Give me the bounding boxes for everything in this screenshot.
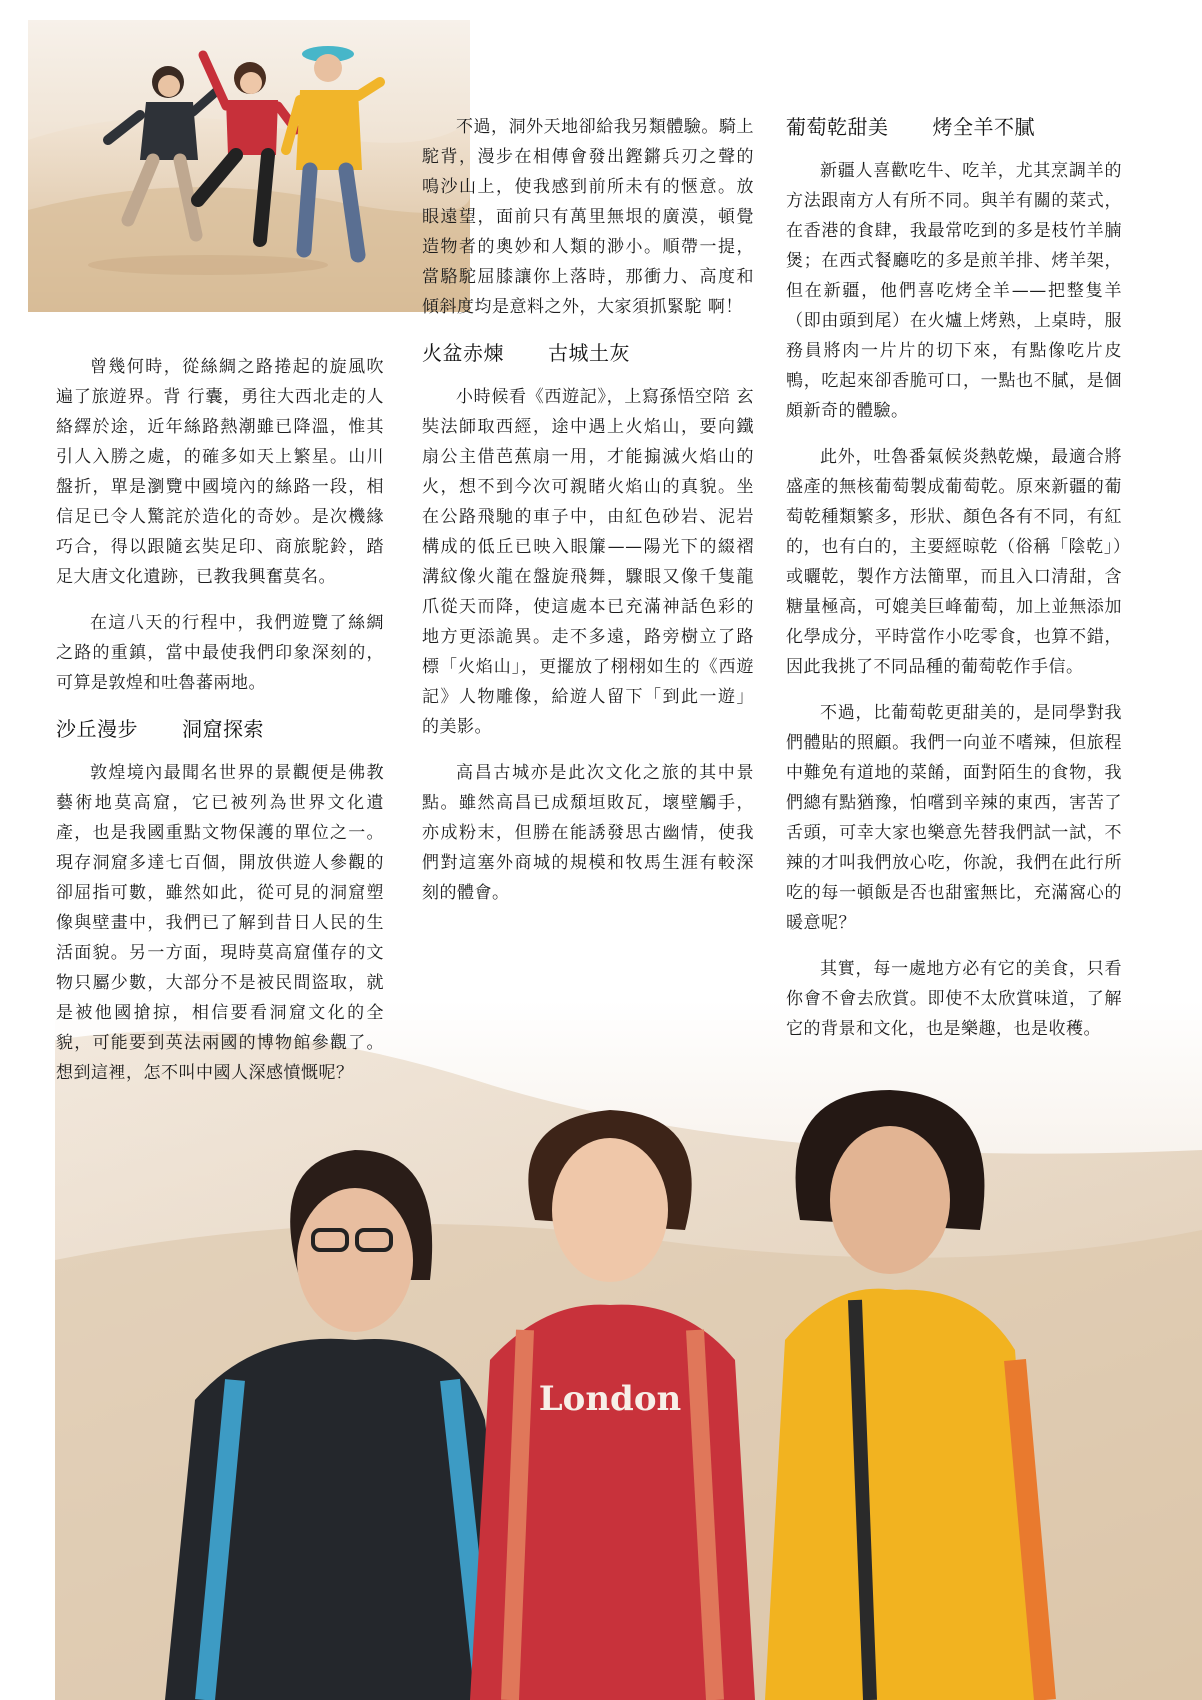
paragraph: 曾幾何時，從絲綢之路捲起的旋風吹遍了旅遊界。背 行囊，勇往大西北走的人絡繹於途，近年絲路熱潮雖已降溫，惟其引人入勝之處，的確多如天上繁星。山川盤折，單是瀏覽中國境內的絲路一段，相信足已令人驚詫於造化的奇妙。是次機緣巧合，得以跟隨玄奘足印、商旅駝鈴，踏足大唐文化遺跡，已教我興奮莫名。 [56,357,384,587]
group-portrait-photo [55,1000,1202,1700]
paragraph: 其實，每一處地方必有它的美食，只看你會不會去欣賞。即使不太欣賞味道，了解它的背景和文化，也是樂趣，也是收穫。 [786,959,1122,1039]
heading-left: 葡萄乾甜美 [786,115,889,139]
paragraph: 高昌古城亦是此次文化之旅的其中景點。雖然高昌已成頹垣敗瓦，壞壁觸手，亦成粉末，但勝在能誘發思古幽情，使我們對這塞外商城的規模和牧馬生涯有較深刻的體會。 [422,763,754,903]
paragraph: 不過，比葡萄乾更甜美的，是同學對我們體貼的照顧。我們一向並不嗜辣，但旅程中難免有道地的菜餚，面對陌生的食物，我們總有點猶豫，怕嚐到辛辣的東西，害苦了舌頭，可幸大家也樂意先替我們試一試，不辣的才叫我們放心吃，你說，我們在此行所吃的每一頓飯是否也甜蜜無比，充滿窩心的暖意呢？ [786,703,1122,933]
heading-right: 古城土灰 [548,341,630,365]
heading-left: 沙丘漫步 [56,717,138,741]
paragraph: 敦煌境內最聞名世界的景觀便是佛教藝術地莫高窟，它已被列為世界文化遺產，也是我國重點文物保護的單位之一。現存洞窟多達七百個，開放供遊人參觀的卻屈指可數，雖然如此，從可見的洞窟塑像與壁畫中，我們已了解到昔日人民的生活面貌。另一方面，現時莫高窟僅存的文物只屬少數，大部分不是被民間盜取，就是被他國搶掠，相信要看洞窟文化的全貌，可能要到英法兩國的博物館參觀了。想到這裡，怎不叫中國人深感憤慨呢？ [56,763,384,1083]
paragraph: 在這八天的行程中，我們遊覽了絲綢之路的重鎮，當中最使我們印象深刻的，可算是敦煌和吐魯蕃兩地。 [56,613,384,693]
heading-right: 洞窟探索 [182,717,264,741]
paragraph: 此外，吐魯番氣候炎熱乾燥，最適合將盛產的無核葡萄製成葡萄乾。原來新疆的葡萄乾種類繁多，形狀、顏色各有不同，有紅的，也有白的，主要經晾乾（俗稱「陰乾」）或曬乾，製作方法簡單，而且入口清甜，含糖量極高，可媲美巨峰葡萄，加上並無添加化學成分，平時當作小吃零食，也算不錯，因此我挑了不同品種的葡萄乾作手信。 [786,447,1122,677]
heading-left: 火盆赤煉 [422,341,504,365]
group-portrait-photo-drawing [55,1000,1202,1700]
shirt-text: London [538,1379,682,1419]
group-jumping-photo-drawing [28,20,470,312]
article-column-1 [56,352,384,1104]
article-column-2 [422,112,754,924]
article-column-3 [786,112,1122,1060]
section-heading-raisins-lamb [786,112,1122,142]
group-jumping-photo [28,20,470,312]
section-heading-flaming-mountain [422,338,754,368]
section-heading-dunes-caves [56,714,384,744]
paragraph: 新疆人喜歡吃牛、吃羊，尤其烹調羊的方法跟南方人有所不同。與羊有關的菜式，在香港的食肆，我最常吃到的多是枝竹羊腩煲；在西式餐廳吃的多是煎羊排、烤羊架，但在新疆，他們喜吃烤全羊——把整隻羊（即由頭到尾）在火爐上烤熟，上桌時，服務員將肉一片片的切下來，有點像吃片皮鴨，吃起來卻香脆可口，一點也不膩，是個頗新奇的體驗。 [786,161,1122,421]
heading-right: 烤全羊不膩 [932,115,1035,139]
paragraph: 不過，洞外天地卻給我另類體驗。騎上駝背，漫步在相傳會發出鏗鏘兵刃之聲的鳴沙山上，使我感到前所未有的愜意。放眼遠望，面前只有萬里無垠的廣漠，頓覺造物者的奧妙和人類的渺小。順帶一提，當駱駝屈膝讓你上落時，那衝力、高度和傾斜度均是意料之外，大家須抓緊駝 啊！ [422,117,754,317]
paragraph: 小時候看《西遊記》，上寫孫悟空陪 玄奘法師取西經，途中遇上火焰山，要向鐵扇公主借芭蕉扇一用，才能搧滅火焰山的火，想不到今次可親睹火焰山的真貌。坐在公路飛馳的車子中，由紅色砂岩、泥岩構成的低丘已映入眼簾——陽光下的綴褶溝紋像火龍在盤旋飛舞，驟眼又像千隻龍爪從天而降，使這處本已充滿神話色彩的地方更添詭異。走不多遠，路旁樹立了路標「火焰山」，更擺放了栩栩如生的《西遊記》人物雕像，給遊人留下「到此一遊」的美影。 [422,387,754,737]
